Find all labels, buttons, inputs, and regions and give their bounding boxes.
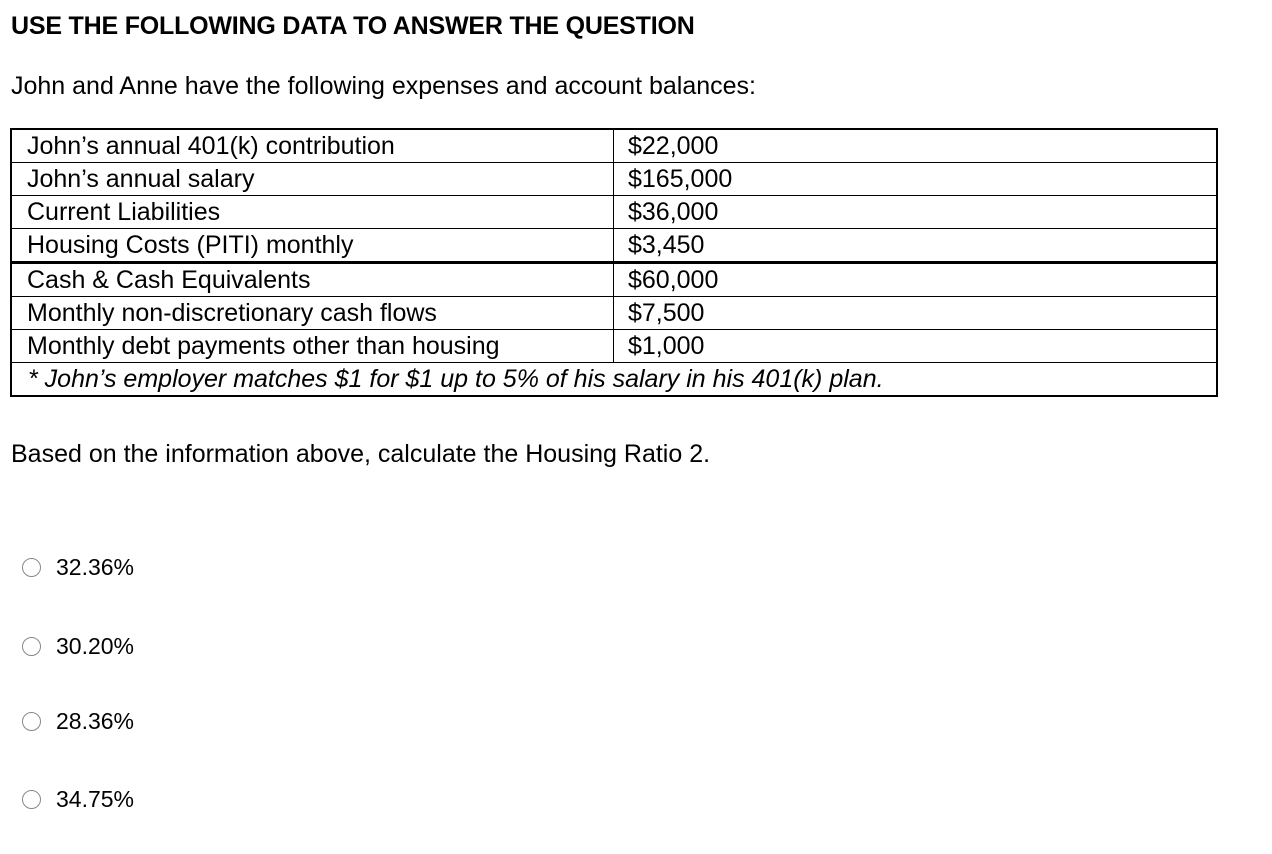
- row-label: John’s annual 401(k) contribution: [11, 129, 614, 163]
- row-value: $22,000: [614, 129, 1218, 163]
- radio-button[interactable]: [22, 558, 41, 577]
- answer-option[interactable]: [22, 708, 134, 735]
- intro-text: John and Anne have the following expenses and account balances:: [11, 72, 756, 100]
- table-row: [11, 297, 1217, 330]
- row-value: $165,000: [614, 163, 1218, 196]
- row-value: $36,000: [614, 196, 1218, 229]
- row-label: Monthly non-discretionary cash flows: [11, 297, 614, 330]
- row-label: Current Liabilities: [11, 196, 614, 229]
- option-label: 34.75%: [56, 786, 135, 812]
- table-row: [11, 163, 1217, 196]
- row-value: $3,450: [614, 229, 1218, 263]
- answer-option[interactable]: [22, 633, 134, 660]
- table-row: [11, 263, 1217, 297]
- section-heading: USE THE FOLLOWING DATA TO ANSWER THE QUESTION: [11, 12, 695, 40]
- answer-option[interactable]: [22, 786, 134, 813]
- question-text: Based on the information above, calculate the Housing Ratio 2.: [11, 440, 711, 468]
- radio-button[interactable]: [22, 637, 41, 656]
- radio-button[interactable]: [22, 790, 41, 809]
- table-row: [11, 330, 1217, 363]
- table-row: [11, 129, 1217, 163]
- row-label: Housing Costs (PITI) monthly: [11, 229, 614, 263]
- table-row: [11, 229, 1217, 263]
- option-label: 28.36%: [56, 708, 135, 734]
- answer-option[interactable]: [22, 554, 134, 581]
- radio-button[interactable]: [22, 712, 41, 731]
- table-footnote: * John’s employer matches $1 for $1 up to 5% of his salary in his 401(k) plan.: [11, 363, 1217, 397]
- table-note-row: [11, 363, 1217, 397]
- row-label: Cash & Cash Equivalents: [11, 263, 614, 297]
- option-label: 32.36%: [56, 554, 135, 580]
- row-value: $7,500: [614, 297, 1218, 330]
- table-row: [11, 196, 1217, 229]
- row-value: $60,000: [614, 263, 1218, 297]
- option-label: 30.20%: [56, 633, 135, 659]
- row-label: John’s annual salary: [11, 163, 614, 196]
- row-label: Monthly debt payments other than housing: [11, 330, 614, 363]
- row-value: $1,000: [614, 330, 1218, 363]
- data-table: [10, 128, 1218, 397]
